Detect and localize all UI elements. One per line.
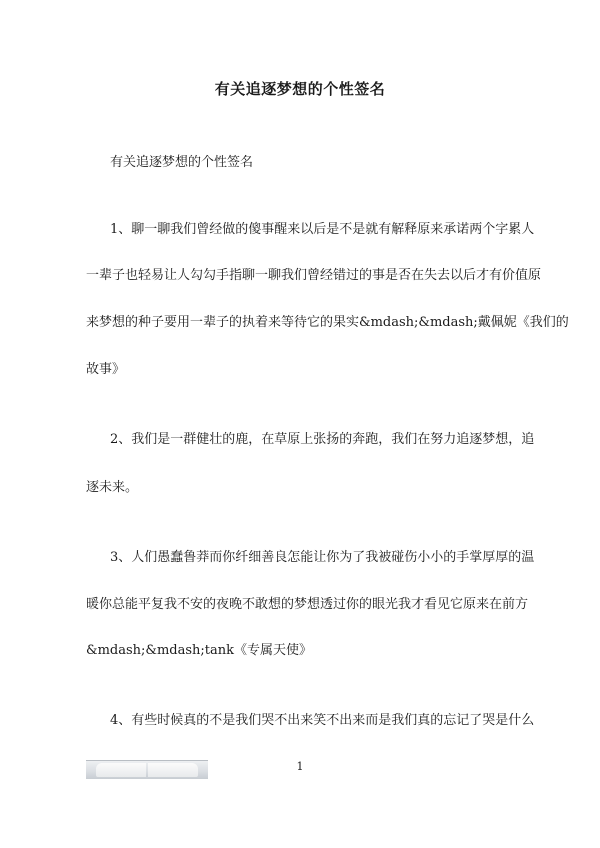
paragraph-1-line-4: 故事》 <box>86 362 126 377</box>
paragraph-1-line-1: 1、聊一聊我们曾经做的傻事醒来以后是不是就有解释原来承诺两个字累人 <box>110 222 535 237</box>
paragraph-2-line-1: 2、我们是一群健壮的鹿，在草原上张扬的奔跑，我们在努力追逐梦想，追 <box>110 432 535 447</box>
paragraph-1-line-3: 来梦想的种子要用一辈子的执着来等待它的果实&mdash;&mdash;戴佩妮《我们的 <box>86 315 569 330</box>
document-title: 有关追逐梦想的个性签名 <box>214 80 386 98</box>
paragraph-3-line-2: 暖你总能平复我不安的夜晚不敢想的梦想透过你的眼光我才看见它原来在前方 <box>86 597 529 612</box>
paragraph-3-line-1: 3、人们愚蠢鲁莽而你纤细善良怎能让你为了我被碰伤小小的手掌厚厚的温 <box>110 550 535 565</box>
paragraph-2-line-2: 逐未来。 <box>86 480 139 495</box>
page-number: 1 <box>296 760 304 773</box>
paragraph-1-line-2: 一辈子也轻易让人勾勾手指聊一聊我们曾经错过的事是否在失去以后才有价值原 <box>86 268 542 283</box>
document-subtitle: 有关追逐梦想的个性签名 <box>110 155 254 170</box>
paragraph-3-line-3: &mdash;&mdash;tank《专属天使》 <box>86 643 313 658</box>
paragraph-4-line-1: 4、有些时候真的不是我们哭不出来笑不出来而是我们真的忘记了哭是什么 <box>110 713 535 728</box>
